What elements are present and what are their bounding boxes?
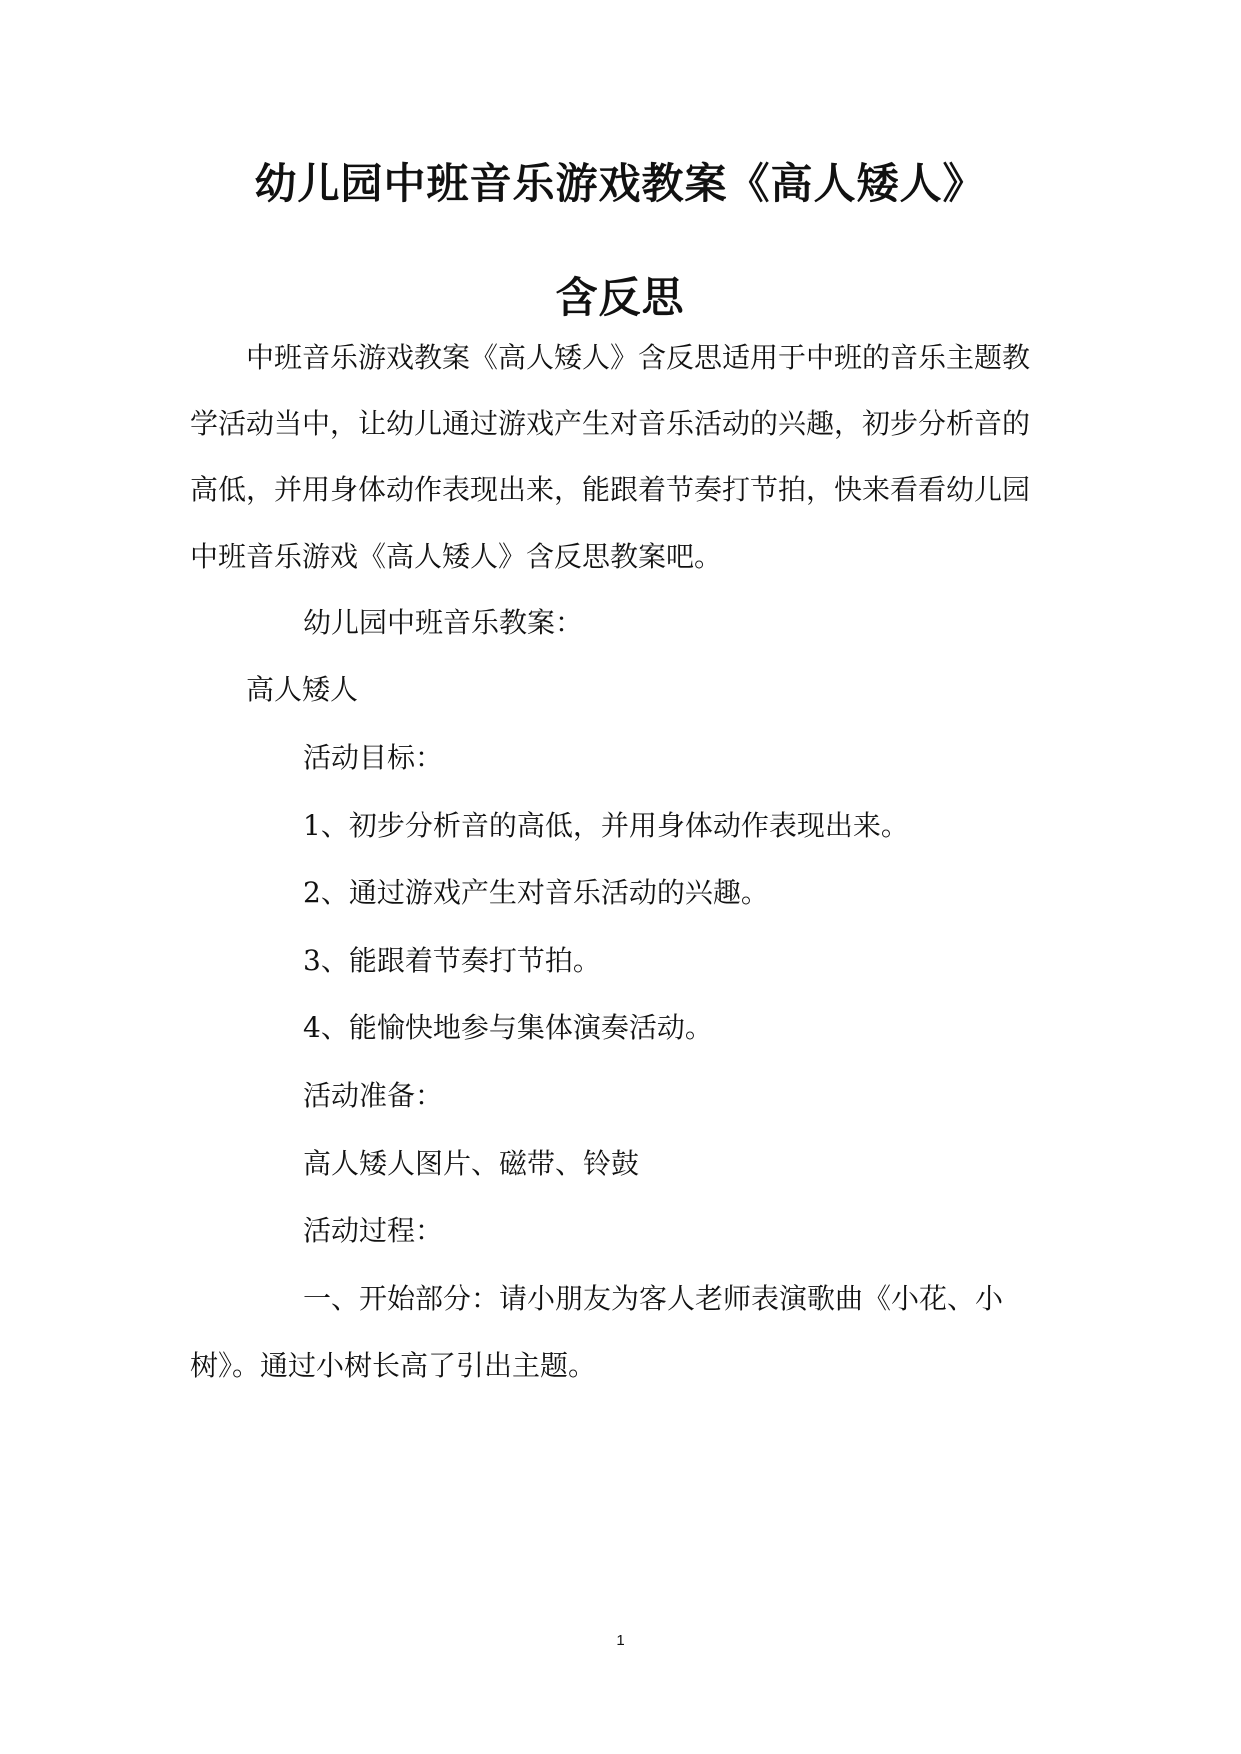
goal-item-2: 2、通过游戏产生对音乐活动的兴趣。 xyxy=(303,876,769,909)
intro-paragraph-line-1: 中班音乐游戏教案《高人矮人》含反思适用于中班的音乐主题教 xyxy=(246,341,1031,374)
page-number: 1 xyxy=(616,1632,625,1649)
goals-heading: 活动目标： xyxy=(303,741,444,774)
document-title-line-1: 幼儿园中班音乐游戏教案《高人矮人》 xyxy=(254,159,986,208)
goal-item-1: 1、初步分析音的高低，并用身体动作表现出来。 xyxy=(303,809,909,842)
process-step-1-line-1: 一、开始部分：请小朋友为客人老师表演歌曲《小花、小 xyxy=(303,1282,1004,1315)
intro-paragraph-line-3: 高低，并用身体动作表现出来，能跟着节奏打节拍，快来看看幼儿园 xyxy=(190,473,1031,506)
process-step-1-line-2: 树》。通过小树长高了引出主题。 xyxy=(190,1349,597,1382)
section-label: 幼儿园中班音乐教案： xyxy=(303,606,584,639)
lesson-title: 高人矮人 xyxy=(246,673,359,706)
prep-heading: 活动准备： xyxy=(303,1079,444,1112)
goal-item-4: 4、能愉快地参与集体演奏活动。 xyxy=(303,1011,713,1044)
intro-paragraph-line-2: 学活动当中，让幼儿通过游戏产生对音乐活动的兴趣，初步分析音的 xyxy=(190,407,1031,440)
document-title-line-2: 含反思 xyxy=(555,273,685,322)
goal-item-3: 3、能跟着节奏打节拍。 xyxy=(303,944,601,977)
process-heading: 活动过程： xyxy=(303,1214,444,1247)
intro-paragraph-line-4: 中班音乐游戏《高人矮人》含反思教案吧。 xyxy=(190,540,723,573)
prep-items: 高人矮人图片、磁带、铃鼓 xyxy=(303,1147,640,1180)
